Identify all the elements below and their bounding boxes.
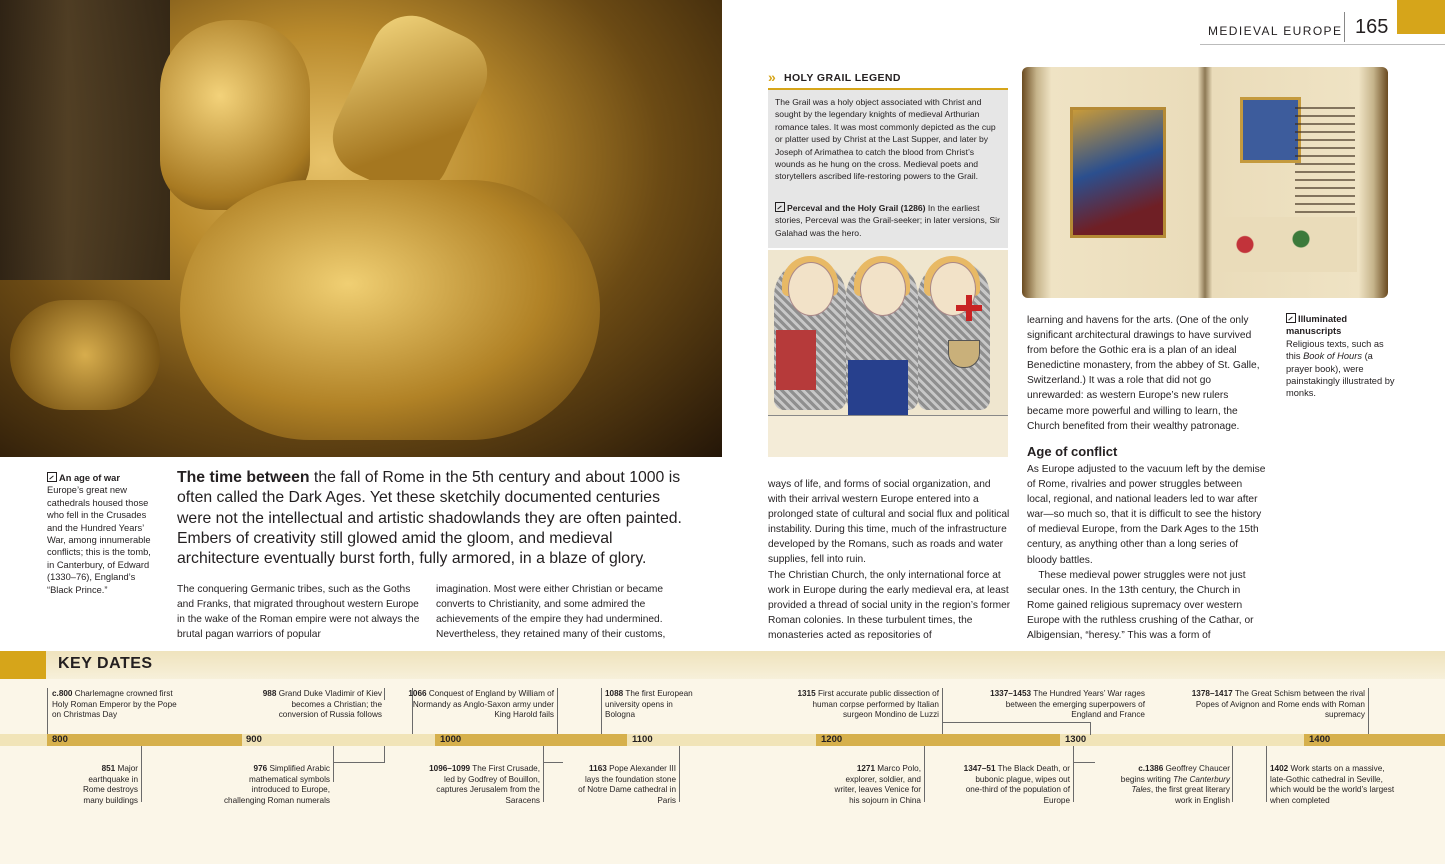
timeline-event xyxy=(1120,764,1230,806)
event-text: The First Crusade, led by Godfrey of Bouillon, captures Jerusalem from the Saracens xyxy=(436,764,540,805)
timeline-event xyxy=(782,689,939,721)
event-date: 988 xyxy=(262,689,277,698)
header-accent-tab xyxy=(1397,0,1445,34)
book-of-hours-photo xyxy=(1022,67,1388,298)
timeline-event xyxy=(1270,764,1400,806)
event-date: 1163 xyxy=(589,764,607,773)
timeline-event xyxy=(398,689,554,721)
intro-lead: The time between xyxy=(177,469,310,486)
event-date: 851 xyxy=(101,764,116,773)
timeline-event xyxy=(74,764,138,806)
caption-pointer-icon xyxy=(1286,313,1296,323)
event-date: 1315 xyxy=(797,689,816,698)
timeline-event xyxy=(262,689,382,721)
holy-grail-sidebar xyxy=(768,67,1008,248)
event-text: The first European university opens in Bologna xyxy=(605,689,693,719)
axis-tick: 900 xyxy=(246,734,262,745)
event-date: 1088 xyxy=(605,689,624,698)
sidebar-caption xyxy=(775,202,1001,239)
event-text: The Hundred Years’ War rages between the emerging superpowers of England and France xyxy=(1005,689,1145,719)
caption-title: Perceval and the Holy Grail (1286) xyxy=(787,203,926,213)
axis-tick: 1100 xyxy=(632,734,653,745)
connector xyxy=(1266,746,1267,802)
timeline-event xyxy=(1184,689,1365,721)
timeline-event xyxy=(960,764,1070,806)
connector xyxy=(601,688,602,734)
connector xyxy=(384,688,385,700)
connector xyxy=(1232,746,1233,802)
event-date: 1096–1099 xyxy=(429,764,471,773)
connector xyxy=(47,688,48,734)
event-text: Major earthquake in Rome destroys many buildings xyxy=(82,764,138,805)
connector xyxy=(679,746,680,802)
caption-text: (a prayer book), were painstakingly illustrated by monks. xyxy=(1286,351,1395,399)
event-text: The Black Death, or bubonic plague, wipes out one-third of the population of Europe xyxy=(965,764,1070,805)
axis-tick: 800 xyxy=(52,734,68,745)
event-date: 1337–1453 xyxy=(990,689,1032,698)
connector xyxy=(543,746,564,802)
event-date: 976 xyxy=(253,764,268,773)
body-column-3: ways of life, and forms of social organization, and with their arrival western Europe entered into a prolonged state of cultural and social flux and political instability. During this time, much of the infrastructure developed by the Romans, such as roads and water supplies, fell into ruin. The Christian Church, the only international force at work in Europe during the early medieval era, at least provided a thread of social unity in the region’s former Roman colonies. In these turbulent times, the monasteries acted as repositories of xyxy=(768,479,1011,641)
axis-segment xyxy=(47,734,242,746)
body-column-4-top: learning and havens for the arts. (One of the only significant architectural drawings to have survived from before the Gothic era is a plan of an ideal Benedictine monastery, from the abbey of St. Galle, Switzerland.) It was a role that did not go unrewarded: as western Europe’s new rulers became more powerful and willing to learn, the Church benefited from their wealthy patronage. xyxy=(1027,315,1260,432)
event-date: 1347–51 xyxy=(963,764,996,773)
connector xyxy=(557,688,558,734)
caption-italic: Book of Hours xyxy=(1303,351,1362,362)
axis-segment xyxy=(435,734,627,746)
body-column-1: The conquering Germanic tribes, such as the Goths and Franks, that migrated throughout western Europe in the wake of the Roman empire were not always the brutal pagan warriors of popular xyxy=(177,584,420,641)
event-date: c.1386 xyxy=(1138,764,1164,773)
running-head: MEDIEVAL EUROPE xyxy=(1208,24,1343,38)
caption-pointer-icon xyxy=(775,202,785,212)
chevron-right-icon: » xyxy=(768,69,776,85)
axis-segment xyxy=(816,734,1060,746)
body-column-2: imagination. Most were either Christian or became converts to Christianity, and some admired the achievements of the empire they had undermined. Nevertheless, they retained many of their customs, xyxy=(436,584,666,641)
event-date: 1271 xyxy=(856,764,876,773)
key-dates-title: KEY DATES xyxy=(58,655,153,672)
event-date: 1378–1417 xyxy=(1191,689,1233,698)
black-prince-effigy-photo xyxy=(0,0,722,457)
event-text: , the first great literary work in English xyxy=(1150,785,1230,805)
key-dates-bar xyxy=(0,651,1445,679)
event-text: Pope Alexander III lays the foundation stone of Notre Dame cathedral in Paris xyxy=(578,764,676,805)
event-italic: The Canterbury Tales xyxy=(1131,774,1230,794)
intro-paragraph xyxy=(177,468,687,569)
event-text: Marco Polo, explorer, soldier, and writer, leaves Venice for his sojourn in China xyxy=(834,764,921,805)
event-text: First accurate public dissection of human corpse performed by Italian surgeon Mondino de Luzzi xyxy=(812,689,939,719)
connector xyxy=(1368,688,1369,734)
timeline-event xyxy=(605,689,700,721)
event-text: Simplified Arabic mathematical symbols introduced to Europe, challenging Roman numerals xyxy=(223,764,330,805)
intro-text: the fall of Rome in the 5th century and about 1000 is often called the Dark Ages. Yet these sketchily documented centuries were not the intellectual and artistic shadowlands they are often painted. Embers of creativity still glowed amid the gloom, and medieval architecture eventually burst forth, fully armored, in a blaze of glory. xyxy=(177,469,682,568)
timeline-event xyxy=(420,764,540,806)
effigy-caption xyxy=(47,472,152,596)
timeline-event xyxy=(990,689,1145,721)
header-rule xyxy=(1200,44,1445,45)
event-text: Geoffrey Chaucer begins writing xyxy=(1120,764,1230,784)
connector xyxy=(543,762,563,764)
event-text: Grand Duke Vladimir of Kiev becomes a Christian; the conversion of Russia follows xyxy=(276,689,382,719)
sidebar-text: The Grail was a holy object associated with Christ and sought by the legendary knights of medieval Arthurian romance tales. It was most commonly depicted as the cup or platter used by Christ at the Last Supper, and later by Joseph of Arimathea to catch the blood from Christ’s wounds as he hung on the cross. Medieval poets and storytellers ascribed life-restoring powers to the Grail. xyxy=(775,97,996,182)
page-number-box xyxy=(1344,12,1395,42)
event-text: The Great Schism between the rival Popes of Avignon and Rome ends with Roman supremacy xyxy=(1195,689,1365,719)
connector xyxy=(924,746,925,802)
event-date: c.800 xyxy=(52,689,73,698)
connector xyxy=(1073,762,1095,764)
manuscript-caption xyxy=(1286,313,1396,400)
connector xyxy=(141,746,142,802)
perceval-holy-grail-illustration xyxy=(768,250,1008,457)
axis-tick: 1000 xyxy=(440,734,462,745)
event-date: 1066 xyxy=(408,689,427,698)
timeline-event xyxy=(210,764,330,806)
event-text: Conquest of England by William of Normandy as Anglo-Saxon army under King Harold fails xyxy=(412,689,554,719)
axis-tick: 1300 xyxy=(1065,734,1087,745)
timeline-event xyxy=(832,764,921,806)
connector xyxy=(942,722,1091,735)
section-heading: Age of conflict xyxy=(1027,444,1118,459)
connector xyxy=(1073,746,1096,802)
page-number: 165 xyxy=(1355,16,1389,38)
axis-tick: 1400 xyxy=(1309,734,1331,745)
axis-tick: 1200 xyxy=(821,734,843,745)
event-date: 1402 xyxy=(1270,764,1289,773)
sidebar-heading: HOLY GRAIL LEGEND xyxy=(784,72,901,84)
caption-text: Religious texts, such as this xyxy=(1286,338,1384,362)
connector xyxy=(333,746,385,763)
caption-text: In the earliest stories, Perceval was the Grail-seeker; in later versions, Sir Galahad was the hero. xyxy=(775,203,1000,238)
caption-title: An age of war xyxy=(59,473,120,483)
body-column-4-bottom: As Europe adjusted to the vacuum left by the demise of Rome, rivalries and power struggles between local, regional, and national leaders led to war after war—so much so, that it is difficult to see the history of medieval Europe, from the Dark Ages to the 15th century, as anything other than a long series of bloody battles. These medieval power struggles were not just secular ones. In the 13th century, the Church in Rome gained religious supremacy over western Europe with the ruthless crushing of the Cathar, or Albigensian, “heresy.” This was a form of xyxy=(1027,464,1266,642)
caption-title: Illuminated manuscripts xyxy=(1286,314,1348,337)
timeline-event xyxy=(576,764,676,806)
event-text: Work starts on a massive, late-Gothic cathedral in Seville, which would be the world’s largest when completed xyxy=(1270,764,1395,805)
caption-text: Europe’s great new cathedrals housed those who fell in the Crusades and the Hundred Years’ War, among innumerable conflicts; this is the tomb, in Canterbury, of Edward (1330–76), England’s “Black Prince.” xyxy=(47,485,151,595)
timeline-event xyxy=(52,689,177,721)
event-text: Charlemagne crowned first Holy Roman Emperor by the Pope on Christmas Day xyxy=(52,689,177,719)
caption-pointer-icon xyxy=(47,472,57,482)
